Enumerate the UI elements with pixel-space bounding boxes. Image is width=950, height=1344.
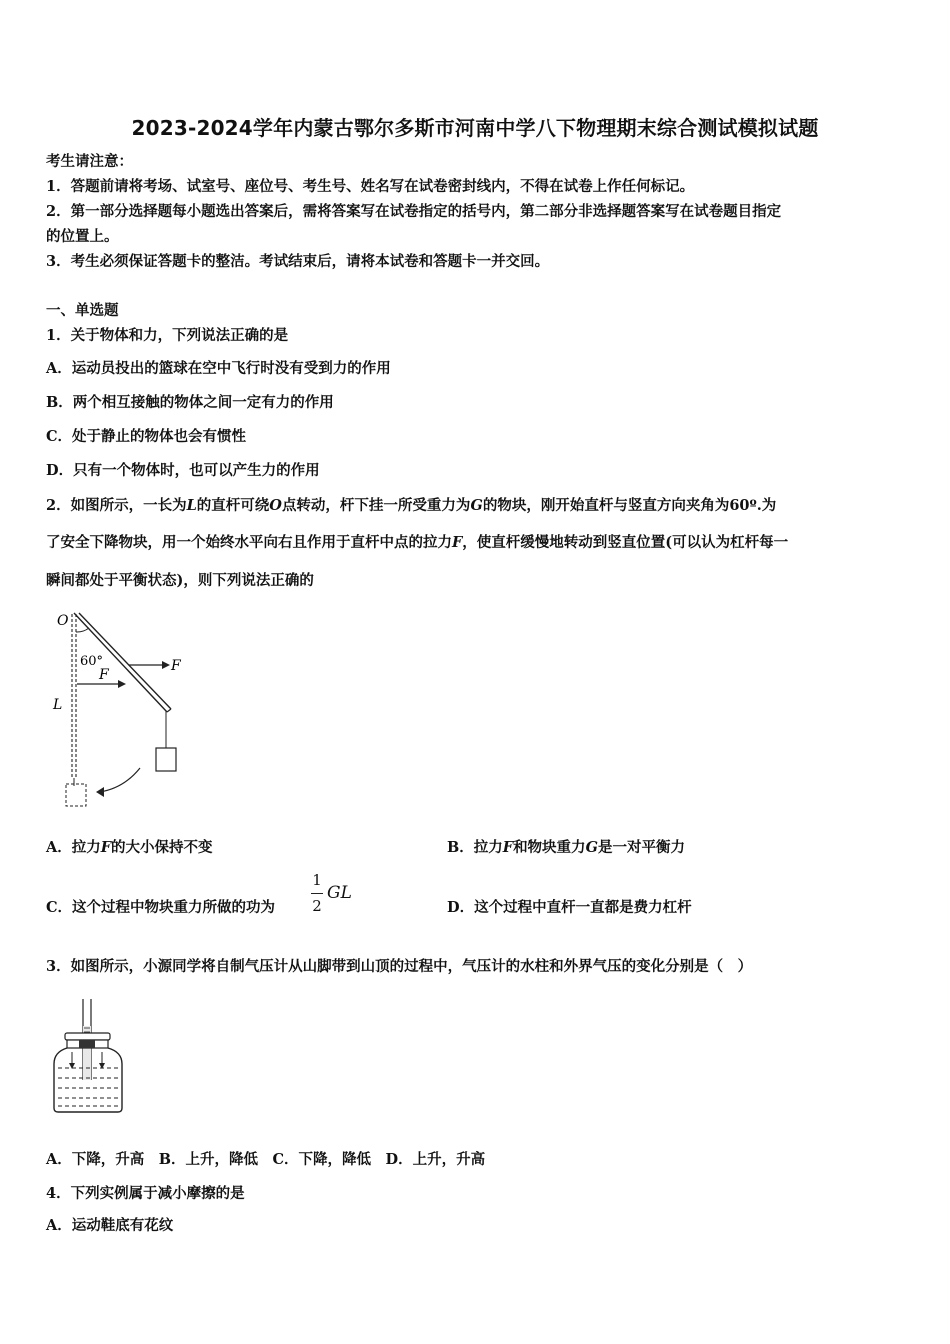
q2-stem-line2: 了安全下降物块，用一个始终水平向右且作用于直杆中点的拉力F，使直杆缓慢地转动到竖直位置(可以认为杠杆每一 <box>46 534 789 551</box>
q1-option-c: C．处于静止的物体也会有惯性 <box>46 428 247 445</box>
label-f-top: F <box>171 658 181 674</box>
label-f-mid: F <box>99 667 109 683</box>
q4-option-a: A．运动鞋底有花纹 <box>46 1217 174 1234</box>
fraction-denominator: 2 <box>312 897 322 915</box>
q2-stem-line3: 瞬间都处于平衡状态)，则下列说法正确的 <box>46 572 314 589</box>
q1-option-b: B．两个相互接触的物体之间一定有力的作用 <box>46 394 334 411</box>
label-angle: 60° <box>80 654 104 669</box>
notice-item-2: 2．第一部分选择题每小题选出答案后，需将答案写在试卷指定的括号内，第二部分非选择题答案写在试卷题目指定 <box>46 203 782 220</box>
q1-option-d: D．只有一个物体时，也可以产生力的作用 <box>46 462 320 479</box>
section-heading: 一、单选题 <box>46 302 119 319</box>
q4-stem: 4．下列实例属于减小摩擦的是 <box>46 1185 245 1202</box>
label-l: L <box>53 697 63 713</box>
q2-option-a: A．拉力F的大小保持不变 <box>46 839 213 856</box>
formula-gl: GL <box>327 883 352 903</box>
barometer-figure <box>46 996 136 1116</box>
fraction-bar <box>311 893 323 894</box>
page-title: 2023-2024学年内蒙古鄂尔多斯市河南中学八下物理期末综合测试模拟试题 <box>131 116 819 140</box>
fraction-numerator: 1 <box>312 871 322 889</box>
q3-stem: 3．如图所示，小源同学将自制气压计从山脚带到山顶的过程中，气压计的水柱和外界气压的变化分别是（ ） <box>46 958 753 975</box>
label-o: O <box>57 613 69 629</box>
notice-heading: 考生请注意： <box>46 153 133 170</box>
lever-figure <box>44 606 204 810</box>
notice-item-3: 3．考生必须保证答题卡的整洁。考试结束后，请将本试卷和答题卡一并交回。 <box>46 253 550 270</box>
notice-item-2-cont: 的位置上。 <box>46 228 119 245</box>
q2-option-b: B．拉力F和物块重力G是一对平衡力 <box>447 839 685 856</box>
q2-option-d: D．这个过程中直杆一直都是费力杠杆 <box>447 899 692 916</box>
q3-options: A．下降，升高 B．上升，降低 C．下降，降低 D．上升，升高 <box>46 1151 486 1168</box>
q1-option-a: A．运动员投出的篮球在空中飞行时没有受到力的作用 <box>46 360 391 377</box>
q2-stem-line1: 2．如图所示，一长为L的直杆可绕O点转动，杆下挂一所受重力为G的物块，刚开始直杆与竖直方向夹角为60º.为 <box>46 497 777 514</box>
q2-option-c: C．这个过程中物块重力所做的功为 <box>46 899 276 916</box>
notice-item-1: 1．答题前请将考场、试室号、座位号、考生号、姓名写在试卷密封线内，不得在试卷上作任何标记。 <box>46 178 695 195</box>
q1-stem: 1．关于物体和力，下列说法正确的是 <box>46 327 289 344</box>
